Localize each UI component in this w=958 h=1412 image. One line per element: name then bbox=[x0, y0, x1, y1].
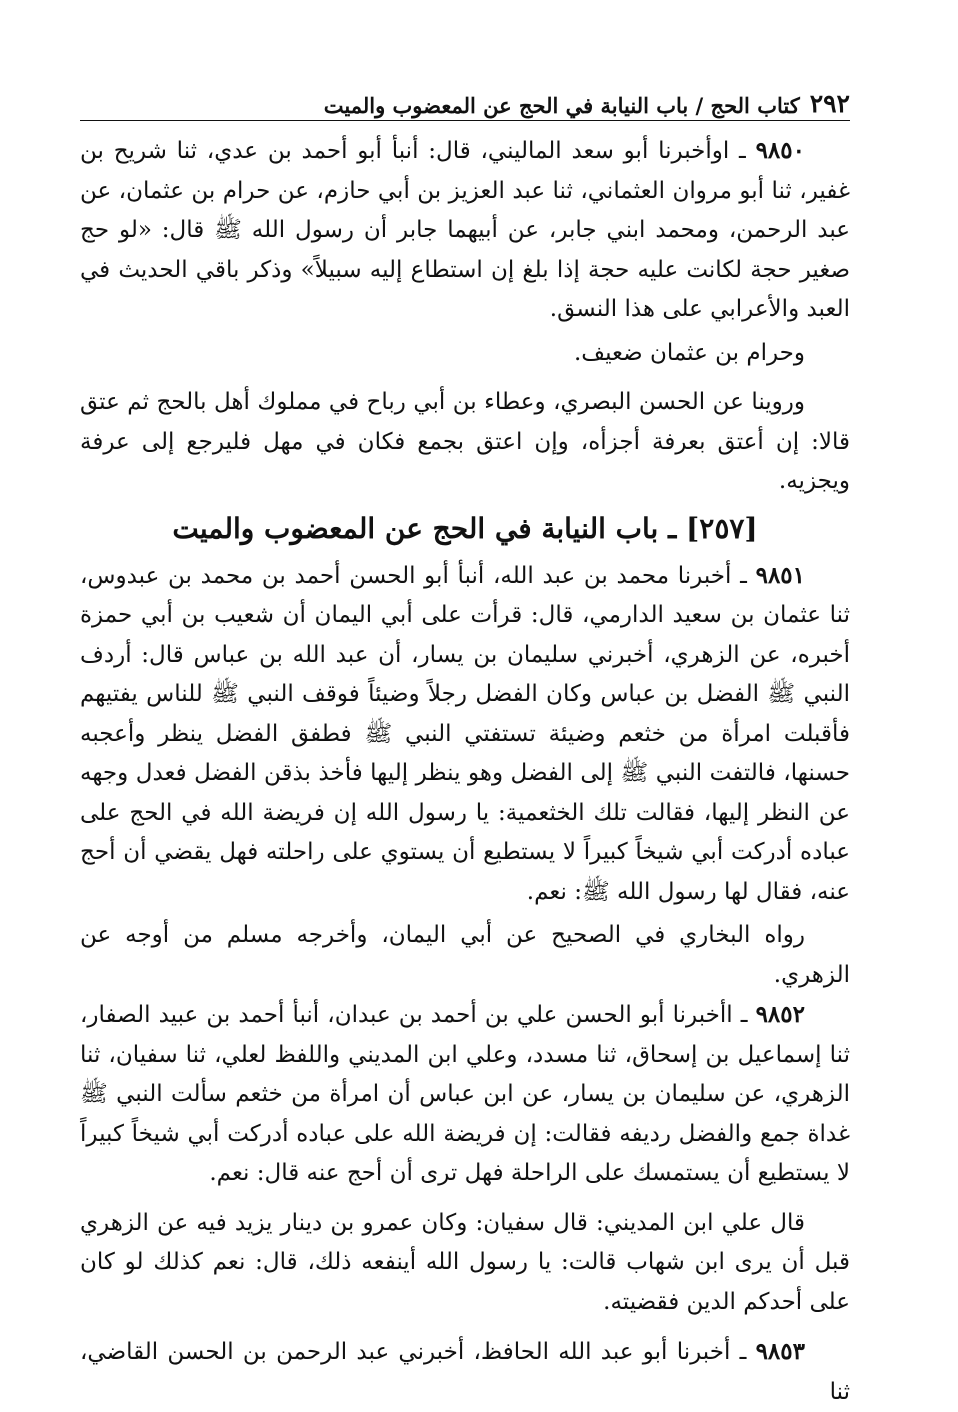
hadith-9851 bbox=[80, 556, 850, 913]
hadith-text: ـ اأخبرنا أبو الحسن علي بن أحمد بن عبدان، أنبأ أحمد بن عبيد الصفار، ثنا إسماعيل بن إسحاق، ثنا مسدد، وعلي ابن المديني واللفظ لعلي، ثنا سفيان، ثنا الزهري، عن سليمان بن يسار، عن ابن عباس أن امرأة من خثعم سألت النبي ﷺ غداة جمع والفضل رديفه فقالت: إن فريضة الله على عباده أدركت أبي شيخاً كبيراً لا يستطيع أن يستمسك على الراحلة فهل ترى أن أحج عنه قال: نعم. bbox=[80, 1002, 850, 1186]
hadith-number: ٩٨٥١ bbox=[755, 561, 806, 589]
hadith-text: ـ اوأخبرنا أبو سعد الماليني، قال: أنبأ أبو أحمد بن عدي، ثنا شريح بن غفير، ثنا أبو مروان العثماني، ثنا عبد العزيز بن أبي حازم، عن حرام بن عثمان، عن عبد الرحمن، ومحمد ابني جابر، عن أبيهما جابر أن رسول الله ﷺ قال: «لو حج صغير حجة لكانت عليه حجة إذا بلغ إن استطاع إليه سبيلاً» وذكر باقي الحديث في العبد والأعرابي على هذا النسق. bbox=[80, 138, 850, 322]
commentary-paragraph: رواه البخاري في الصحيح عن أبي اليمان، وأخرجه مسلم من أوجه عن الزهري. bbox=[80, 922, 850, 988]
running-title: كتاب الحج / باب النيابة في الحج عن المعضوب والميت bbox=[323, 93, 800, 118]
hadith-number: ٩٨٥٢ bbox=[755, 1001, 805, 1028]
commentary-paragraph: قال علي ابن المديني: قال سفيان: وكان عمرو بن دينار يزيد فيه عن الزهري قبل أن يرى ابن شهاب قالت: يا رسول الله أينفعه ذلك، قال: نعم كذلك لو كان على أحدكم الدين فقضيته. bbox=[80, 1209, 850, 1315]
hadith-text: ـ أخبرنا أبو عبد الله الحافظ، أخبرني عبد الرحمن بن الحسن القاضي، ثنا bbox=[80, 1339, 850, 1405]
hadith-number: ٩٨٥٣ bbox=[755, 1338, 805, 1365]
commentary-paragraph: وروينا عن الحسن البصري، وعطاء بن أبي رباح في مملوك أهل بالحج ثم عتق قالا: إن أعتق بعرفة أجزأه، وإن اعتق بجمع فكان في مهل فليرجع إلى عرفة ويجزيه. bbox=[80, 389, 850, 494]
book-page bbox=[80, 78, 850, 1412]
hadith-text: ـ أخبرنا محمد بن عبد الله، أنبأ أبو الحسن أحمد بن محمد بن عبدوس، ثنا عثمان بن سعيد الدارمي، قال: قرأت على أبي اليمان أن شعيب بن أبي حمزة أخبره، عن الزهري، أخبرني سليمان بن يسار، أن عبد الله بن عباس قال: أردف النبي ﷺ الفضل بن عباس وكان الفضل رجلاً وضيئاً فوقف النبي ﷺ للناس يفتيهم فأقبلت امرأة من خثعم وضيئة تستفتي النبي ﷺ فطفق الفضل ينظر وأعجبه حسنها، فالتفت النبي ﷺ إلى الفضل وهو ينظر إليها فأخذ بذقن الفضل فعدل وجهه عن النظر إليها، فقالت تلك الخثعمية: يا رسول الله إن فريضة الله في الحج على عباده أدركت أبي شيخاً كبيراً لا يستطيع أن يستوي على راحلته فهل يقضي أن أحج عنه، فقال لها رسول الله ﷺ: نعم. bbox=[80, 562, 850, 905]
page-header bbox=[80, 78, 850, 121]
section-heading: [٢٥٧] ـ باب النيابة في الحج عن المعضوب والميت bbox=[172, 511, 758, 545]
hadith-9853 bbox=[80, 1332, 850, 1412]
page-number: ٢٩٢ bbox=[809, 89, 850, 118]
hadith-number: ٩٨٥٠ bbox=[755, 137, 805, 164]
hadith-9852 bbox=[80, 995, 850, 1194]
commentary-paragraph: وحرام بن عثمان ضعيف. bbox=[573, 339, 805, 366]
hadith-9850 bbox=[80, 131, 850, 330]
